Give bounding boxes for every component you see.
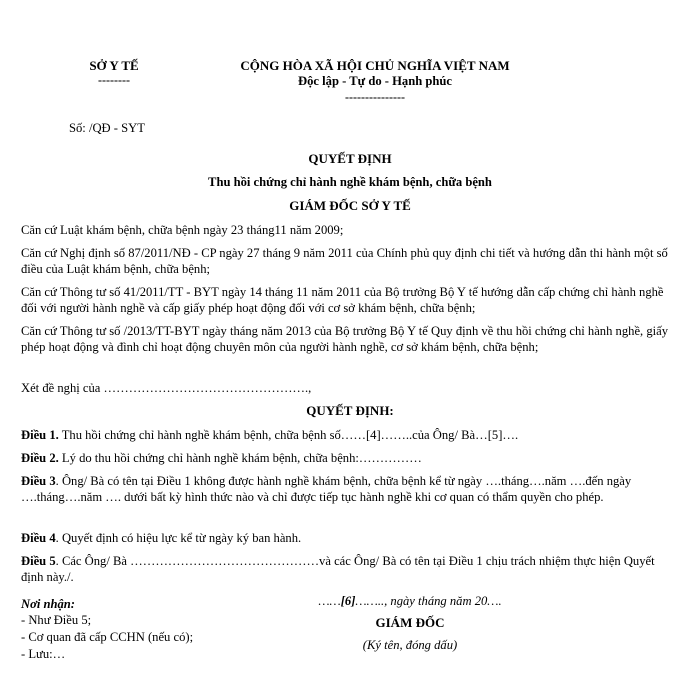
recipient-item: - Như Điều 5;	[21, 613, 92, 627]
article-label: Điều 1.	[21, 428, 59, 442]
legal-basis-2: Căn cứ Nghị định số 87/2011/NĐ - CP ngày 27 tháng 9 năm 2011 của Chính phủ quy định chi tiết và hướng dẫn thi hành một số điều của Luật khám bệnh, chữa bệnh;	[21, 246, 668, 276]
national-motto: Độc lập - Tự do - Hạnh phúc	[298, 74, 452, 88]
legal-basis-1: Căn cứ Luật khám bệnh, chữa bệnh ngày 23 tháng11 năm 2009;	[21, 223, 344, 237]
signer-title: GIÁM ĐỐC	[375, 615, 445, 630]
article-label: Điều 2.	[21, 451, 59, 465]
nation-name: CỘNG HÒA XÃ HỘI CHỦ NGHĨA VIỆT NAM	[240, 58, 510, 73]
document-type: QUYẾT ĐỊNH	[308, 151, 392, 166]
agency-rule: --------	[98, 73, 130, 87]
sign-note: (Ký tên, đóng dấu)	[362, 638, 458, 652]
article-label: Điều 5	[21, 554, 56, 568]
article-text: . Ông/ Bà có tên tại Điều 1 không được hành nghề khám bệnh, chữa bệnh kể từ ngày ….tháng….năm ….đến ngày ….tháng….năm …. dưới bất kỳ hình thức nào và chỉ được tiếp tục hành nghề khi cơ quan có thẩm quyền cho phép.	[21, 474, 632, 504]
article-text: Lý do thu hồi chứng chỉ hành nghề khám bệnh, chữa bệnh:……………	[58, 451, 422, 465]
recipient-item: - Cơ quan đã cấp CCHN (nếu có);	[21, 630, 194, 644]
legal-basis-4: Căn cứ Thông tư số /2013/TT-BYT ngày tháng năm 2013 của Bộ trưởng Bộ Y tế Quy định về thu hồi chứng chỉ hành nghề, giấy phép hoạt động và đình chỉ hoạt động chuyên môn của người hành nghề, cơ sở khám bệnh, chữa bệnh;	[21, 324, 669, 354]
article-label: Điều 4	[21, 531, 56, 545]
issuing-authority: GIÁM ĐỐC SỞ Y TẾ	[289, 198, 411, 213]
document-subject: Thu hồi chứng chỉ hành nghề khám bệnh, chữa bệnh	[208, 175, 492, 189]
article-1	[21, 427, 671, 443]
document-number: Số: /QĐ - SYT	[69, 121, 145, 135]
recipient-item: - Lưu:…	[21, 647, 66, 661]
article-3	[21, 473, 671, 505]
recipients-title: Nơi nhận:	[21, 597, 76, 611]
place-ref: [6]	[340, 594, 356, 608]
agency-name: SỞ Y TẾ	[89, 58, 139, 73]
decision-heading: QUYẾT ĐỊNH:	[306, 403, 394, 418]
legal-basis-3: Căn cứ Thông tư số 41/2011/TT - BYT ngày 14 tháng 11 năm 2011 của Bộ trưởng Bộ Y tế hướng dẫn cấp chứng chỉ hành nghề đối với người hành nghề và cấp giấy phép hoạt động đối với cơ sở khám bệnh, chữa bệnh;	[21, 285, 664, 315]
article-text: Thu hồi chứng chỉ hành nghề khám bệnh, chữa bệnh số……[4]……..của Ông/ Bà…[5]….	[58, 428, 519, 442]
place-date	[250, 594, 570, 609]
article-2	[21, 450, 671, 466]
article-label: Điều 3	[21, 474, 56, 488]
place-date-prefix: ……	[318, 594, 341, 608]
article-4	[21, 530, 671, 546]
article-5	[21, 553, 671, 585]
article-text: . Các Ông/ Bà ………………………………………và các Ông/ Bà có tên tại Điều 1 chịu trách nhiệm thực hiện Quyết định này./.	[21, 554, 655, 584]
article-text: . Quyết định có hiệu lực kể từ ngày ký ban hành.	[55, 531, 302, 545]
proposal-line: Xét đề nghị của ………………………………………….,	[21, 381, 312, 395]
motto-rule: ---------------	[345, 90, 405, 104]
place-date-suffix: …….., ngày tháng năm 20….	[355, 594, 502, 608]
